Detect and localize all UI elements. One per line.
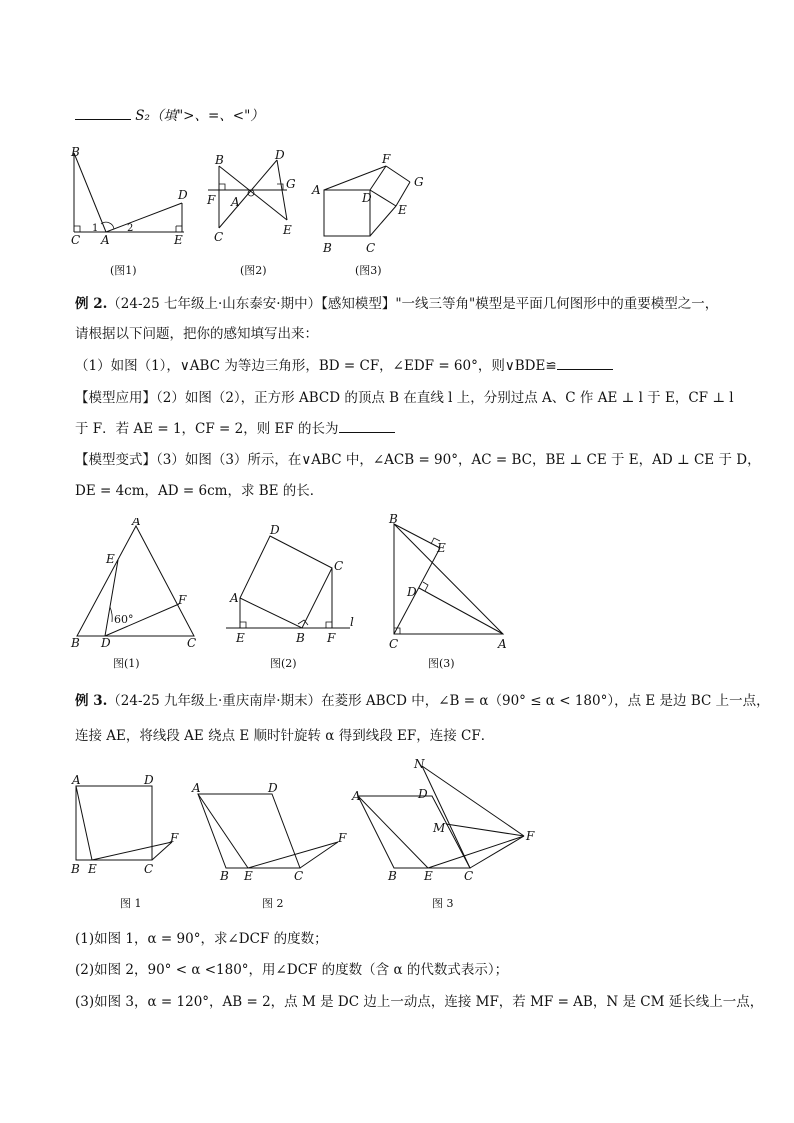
label-l: l bbox=[350, 615, 354, 629]
figure-3-2 bbox=[188, 780, 353, 884]
caption-fig3-3: 图 3 bbox=[432, 897, 454, 910]
label-D: D bbox=[101, 636, 111, 648]
label-D: D bbox=[407, 585, 417, 599]
label-A: A bbox=[101, 233, 110, 245]
label-G: G bbox=[286, 177, 296, 191]
label-N: N bbox=[414, 758, 425, 771]
caption-fig1-3: (图3) bbox=[355, 264, 382, 277]
label-D: D bbox=[362, 191, 372, 205]
label-B: B bbox=[388, 869, 397, 883]
label-B: B bbox=[323, 241, 332, 255]
label-E: E bbox=[283, 223, 292, 237]
label-A: A bbox=[192, 781, 201, 795]
label-A: A bbox=[230, 591, 239, 605]
label-F: F bbox=[327, 631, 336, 645]
label-A: A bbox=[132, 518, 141, 528]
figure-3-3 bbox=[348, 758, 548, 887]
label-A: A bbox=[231, 195, 240, 209]
ex2-text-5: 于 F．若 AE = 1，CF = 2，则 EF 的长为 bbox=[75, 421, 339, 437]
label-D: D bbox=[144, 773, 154, 787]
label-F: F bbox=[526, 829, 535, 843]
label-A: A bbox=[498, 637, 507, 651]
label-E: E bbox=[174, 233, 183, 245]
label-A: A bbox=[352, 789, 361, 803]
label-E: E bbox=[437, 541, 446, 555]
label-B: B bbox=[71, 636, 80, 648]
caption-fig2-1: 图(1) bbox=[113, 657, 140, 670]
label-1: 1 bbox=[92, 223, 99, 234]
figure-2-3 bbox=[385, 514, 520, 658]
angle-label: 60° bbox=[114, 613, 134, 626]
label-F: F bbox=[178, 593, 187, 607]
ex2-line7: DE = 4cm，AD = 6cm，求 BE 的长． bbox=[75, 483, 324, 499]
label-M: M bbox=[433, 821, 446, 835]
label-2: 2 bbox=[127, 223, 134, 234]
caption-fig3-1: 图 1 bbox=[120, 897, 142, 910]
question-1: (1)如图 1，α = 90°，求∠DCF 的度数； bbox=[75, 931, 328, 947]
label-D: D bbox=[275, 148, 285, 162]
label-C: C bbox=[144, 862, 154, 876]
figure-1-3 bbox=[310, 148, 435, 267]
answer-blank[interactable] bbox=[75, 107, 131, 120]
label-C: C bbox=[389, 637, 399, 651]
figure-1-2 bbox=[205, 148, 305, 252]
label-D: D bbox=[268, 781, 278, 795]
label-B: B bbox=[220, 869, 229, 880]
label-C: C bbox=[464, 869, 474, 883]
question-3: (3)如图 3，α = 120°，AB = 2，点 M 是 DC 边上一动点，连接 MF，若 MF = AB，N 是 CM 延长线上一点， bbox=[75, 994, 764, 1010]
ex2-text-3: （1）如图（1），∨ABC 为等边三角形，BD = CF，∠EDF = 60°，则∨BDE≌ bbox=[75, 358, 557, 374]
ex2-line2: 请根据以下问题，把你的感知填写出来： bbox=[75, 326, 318, 342]
label-C: C bbox=[294, 869, 304, 880]
label-D: D bbox=[178, 188, 188, 202]
ex2-label: 例 2. bbox=[75, 296, 108, 312]
ex2-line4: 【模型应用】（2）如图（2），正方形 ABCD 的顶点 B 在直线 l 上，分别过点 A、C 作 AE ⊥ l 于 E，CF ⊥ l bbox=[75, 390, 734, 406]
ex2-text-1: （24-25 七年级上·山东泰安·期中）【感知模型】"一线三等角"模型是平面几何图形中的重要模型之一， bbox=[107, 296, 719, 312]
answer-blank-3[interactable] bbox=[339, 420, 395, 433]
label-E: E bbox=[398, 203, 407, 217]
fill-blank-line bbox=[75, 107, 264, 125]
label-E: E bbox=[244, 869, 253, 880]
label-A: A bbox=[72, 773, 81, 787]
label-B: B bbox=[71, 862, 80, 876]
label-E: E bbox=[236, 631, 245, 645]
label-F: F bbox=[338, 831, 347, 845]
label-F: F bbox=[170, 831, 179, 845]
label-B: B bbox=[215, 153, 224, 167]
figure-1-1 bbox=[70, 145, 195, 249]
label-B: B bbox=[71, 145, 80, 159]
label-C: C bbox=[71, 233, 81, 245]
ex3-text-1: （24-25 九年级上·重庆南岸·期末）在菱形 ABCD 中，∠B = α（90° ≤ α < 180°），点 E 是边 BC 上一点， bbox=[107, 693, 770, 709]
caption-fig2-3: 图(3) bbox=[428, 657, 455, 670]
label-E: E bbox=[106, 552, 115, 566]
label-C: C bbox=[187, 636, 197, 648]
caption-fig1-1: (图1) bbox=[110, 264, 137, 277]
ex2-line1 bbox=[75, 295, 718, 313]
caption-fig3-2: 图 2 bbox=[262, 897, 284, 910]
ex3-line2: 连接 AE，将线段 AE 绕点 E 顺时针旋转 α 得到线段 EF，连接 CF． bbox=[75, 728, 495, 744]
ex3-label: 例 3. bbox=[75, 693, 108, 709]
label-B: B bbox=[296, 631, 305, 645]
figure-2-2 bbox=[222, 522, 362, 651]
label-F: F bbox=[382, 152, 391, 166]
ex2-line3 bbox=[75, 357, 613, 375]
question-2: (2)如图 2，90° < α <180°，用∠DCF 的度数（含 α 的代数式表示）； bbox=[75, 962, 509, 978]
label-F: F bbox=[207, 193, 216, 207]
ex3-line1 bbox=[75, 692, 770, 710]
s2-text: S₂（填">、=、<"） bbox=[135, 108, 264, 124]
caption-fig1-2: (图2) bbox=[240, 264, 267, 277]
caption-fig2-2: 图(2) bbox=[270, 657, 297, 670]
label-C: C bbox=[366, 241, 376, 255]
label-D: D bbox=[270, 523, 280, 537]
figure-3-1 bbox=[68, 772, 183, 881]
figure-2-1 bbox=[70, 518, 205, 652]
label-E: E bbox=[88, 862, 97, 876]
label-A: A bbox=[312, 183, 321, 197]
label-G: G bbox=[414, 175, 424, 189]
label-D: D bbox=[418, 787, 428, 801]
ex2-line5 bbox=[75, 420, 395, 438]
answer-blank-2[interactable] bbox=[557, 357, 613, 370]
ex2-line6: 【模型变式】（3）如图（3）所示，在∨ABC 中，∠ACB = 90°，AC = BC，BE ⊥ CE 于 E，AD ⊥ CE 于 D， bbox=[75, 452, 761, 468]
label-E: E bbox=[424, 869, 433, 883]
label-C: C bbox=[334, 559, 344, 573]
label-B: B bbox=[389, 514, 398, 526]
label-C: C bbox=[214, 230, 224, 244]
